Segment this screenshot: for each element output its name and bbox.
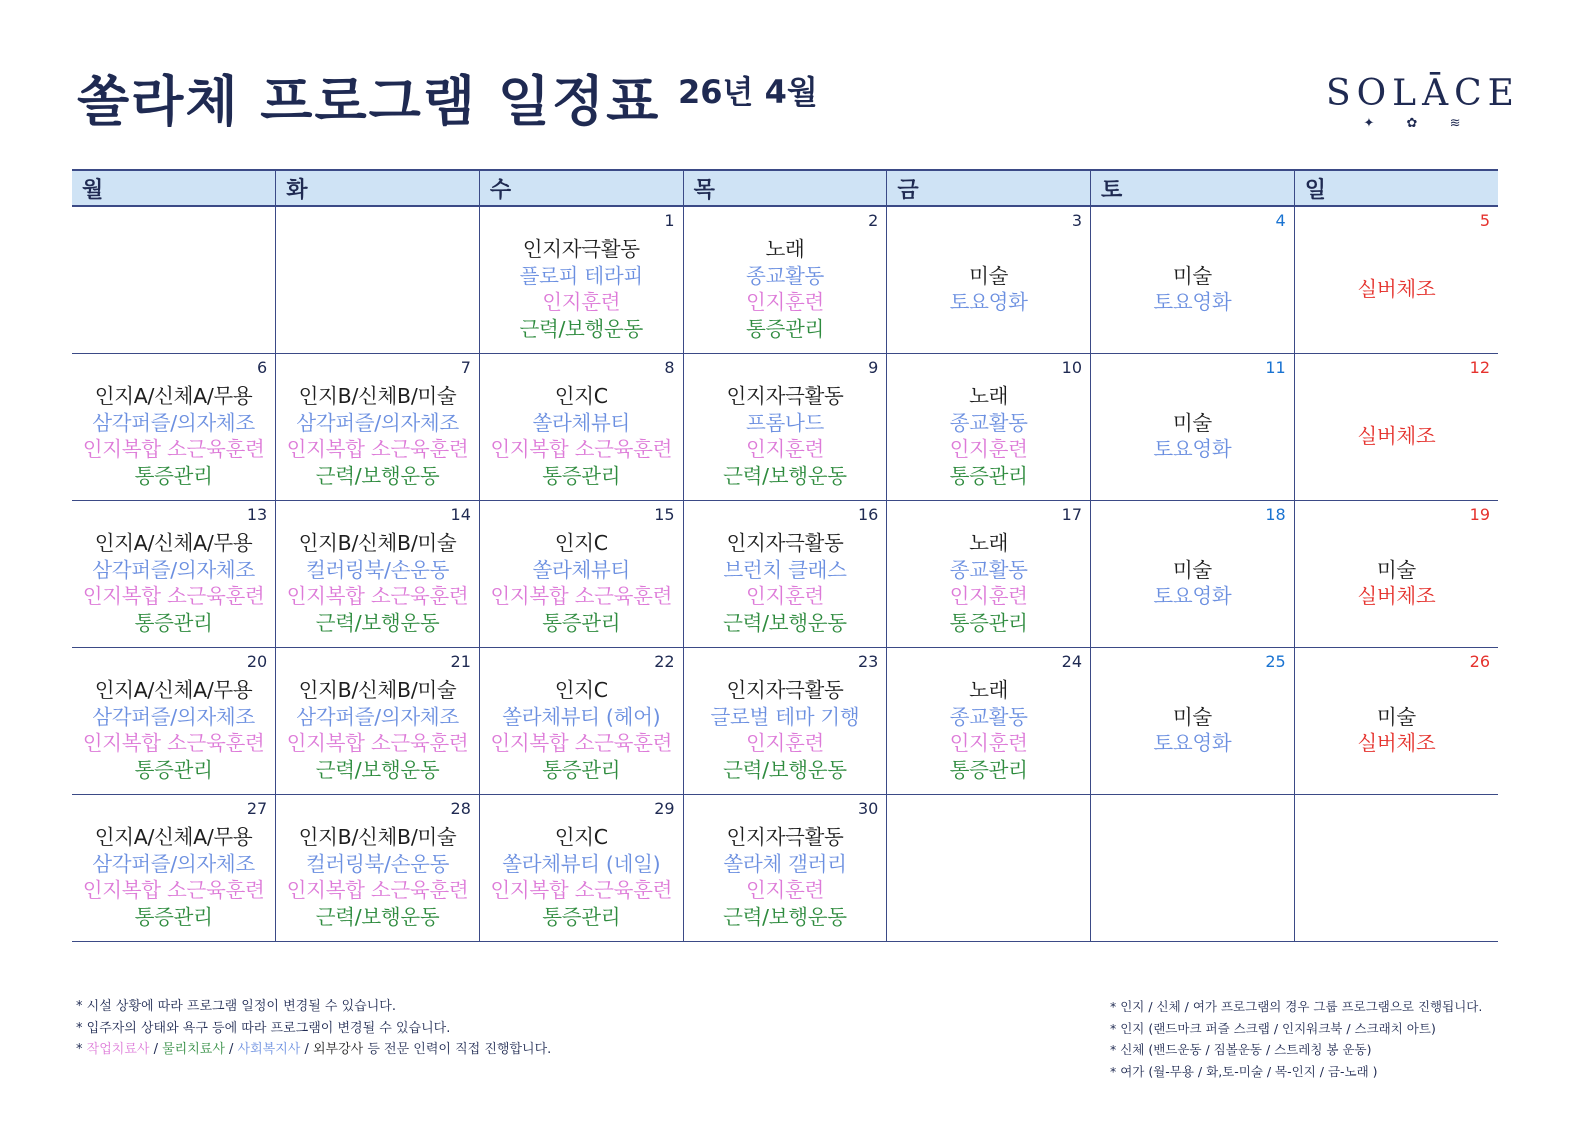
- calendar-body: [72, 206, 1498, 942]
- program-item: 통증관리: [134, 757, 213, 782]
- program-item: 미술: [1376, 704, 1416, 729]
- program-item: 인지복합 소근육훈련: [286, 584, 469, 608]
- program-item: 인지A/신체A/무용: [94, 825, 253, 849]
- program-item: 인지복합 소근육훈련: [490, 584, 673, 608]
- note-line: * 인지 / 신체 / 여가 프로그램의 경우 그룹 프로그램으로 진행됩니다.: [1110, 999, 1483, 1014]
- day-number: 5: [1479, 211, 1490, 230]
- day-cell: [276, 501, 480, 648]
- page-title: 쏠라체 프로그램 일정표: [77, 70, 661, 133]
- program-item: 인지C: [554, 531, 608, 555]
- program-item: 인지훈련: [745, 878, 824, 902]
- program-item: 통증관리: [134, 610, 213, 635]
- program-item: 인지C: [554, 825, 608, 849]
- program-list: [480, 817, 683, 937]
- program-item: 인지복합 소근육훈련: [286, 437, 469, 461]
- weekday-header-wed: 수: [479, 170, 683, 206]
- program-item: 삼각퍼즐/의자체조: [92, 410, 255, 435]
- note-text: /: [149, 1042, 163, 1057]
- program-list: [72, 376, 275, 496]
- program-item: 통증관리: [542, 610, 621, 635]
- weekday-header-fri: 금: [887, 170, 1091, 206]
- program-item: 인지A/신체A/무용: [94, 384, 253, 408]
- day-number: 14: [450, 505, 471, 524]
- program-item: 인지훈련: [745, 437, 824, 461]
- program-item: 근력/보행운동: [315, 463, 440, 488]
- program-item: 토요영화: [949, 290, 1028, 314]
- day-number: 29: [654, 799, 675, 818]
- program-item: 삼각퍼즐/의자체조: [296, 410, 459, 435]
- day-cell: [1294, 354, 1498, 501]
- program-list: [1295, 376, 1498, 496]
- day-cell: [1294, 206, 1498, 354]
- program-item: 삼각퍼즐/의자체조: [92, 851, 255, 876]
- program-item: 토요영화: [1153, 584, 1232, 608]
- program-item: 인지복합 소근육훈련: [490, 731, 673, 755]
- day-number: 8: [664, 358, 675, 377]
- day-cell: [887, 354, 1091, 501]
- program-list: [1295, 670, 1498, 790]
- day-number: 26: [1469, 652, 1490, 671]
- note-text: * 시설 상황에 따라 프로그램 일정이 변경될 수 있습니다.: [76, 999, 396, 1014]
- program-item: 인지복합 소근육훈련: [82, 437, 265, 461]
- program-item: 노래: [969, 384, 1009, 408]
- program-item: 실버체조: [1357, 423, 1436, 448]
- program-item: 근력/보행운동: [723, 463, 847, 488]
- day-cell: [1091, 648, 1295, 795]
- program-item: 미술: [1376, 557, 1416, 582]
- program-item: 인지B/신체B/미술: [298, 825, 457, 849]
- program-item: 인지C: [554, 384, 608, 408]
- program-item: 플로피 테라피: [519, 263, 643, 288]
- program-list: [684, 817, 887, 937]
- program-item: 컬러링북/손운동: [305, 557, 450, 582]
- program-item: 근력/보행운동: [723, 757, 847, 782]
- day-cell: [683, 354, 887, 501]
- program-item: 인지복합 소근육훈련: [82, 731, 265, 755]
- program-list: [1295, 229, 1498, 349]
- day-cell: [479, 795, 683, 942]
- note-text: * 입주자의 상태와 욕구 등에 따라 프로그램이 변경될 수 있습니다.: [76, 1020, 451, 1036]
- program-item: 인지훈련: [949, 437, 1028, 461]
- day-number: 1: [664, 211, 675, 230]
- calendar-table: [72, 169, 1498, 942]
- program-item: 토요영화: [1153, 437, 1232, 461]
- program-list: [72, 670, 275, 790]
- program-item: 미술: [969, 263, 1009, 288]
- note-line: * 인지 (랜드마크 퍼즐 스크랩 / 인지워크북 / 스크래치 아트): [1110, 1020, 1436, 1036]
- program-list: [480, 376, 683, 496]
- program-item: 인지A/신체A/무용: [94, 678, 253, 702]
- program-item: 프롬나드: [745, 410, 824, 435]
- program-item: 인지자극활동: [726, 384, 844, 408]
- day-cell: [72, 206, 276, 354]
- program-list: [1091, 670, 1294, 790]
- program-list: [887, 670, 1090, 790]
- day-number: 17: [1061, 505, 1083, 524]
- program-list: [684, 670, 887, 790]
- day-cell: [72, 501, 276, 648]
- day-number: 10: [1061, 358, 1083, 377]
- note-text: /: [224, 1042, 238, 1057]
- day-number: 15: [654, 505, 675, 524]
- brand-logo: [1326, 72, 1520, 131]
- program-item: 근력/보행운동: [723, 610, 847, 635]
- program-item: 실버체조: [1357, 584, 1436, 608]
- program-item: 인지복합 소근육훈련: [82, 878, 265, 902]
- day-number: 3: [1071, 211, 1083, 230]
- note-text: *: [76, 1042, 87, 1057]
- day-cell: [479, 648, 683, 795]
- day-cell: [1091, 354, 1295, 501]
- program-list: [276, 376, 479, 496]
- weekday-header-tue: 화: [276, 170, 480, 206]
- program-item: 토요영화: [1153, 731, 1232, 755]
- program-item: 인지복합 소근육훈련: [82, 584, 265, 608]
- day-cell: [276, 795, 480, 942]
- day-number: 25: [1265, 652, 1286, 671]
- program-item: 실버체조: [1357, 731, 1436, 755]
- day-number: 27: [246, 799, 268, 818]
- program-item: 노래: [765, 237, 805, 261]
- program-item: 미술: [1172, 557, 1212, 582]
- day-cell: [479, 206, 683, 354]
- program-item: 종교활동: [949, 410, 1028, 435]
- day-cell: [479, 501, 683, 648]
- program-item: 글로벌 테마 기행: [710, 704, 860, 729]
- program-list: [72, 229, 275, 349]
- day-number: 6: [257, 358, 268, 377]
- program-list: [1091, 229, 1294, 349]
- program-item: 근력/보행운동: [315, 904, 440, 929]
- program-item: 통증관리: [542, 757, 621, 782]
- program-item: 인지훈련: [745, 584, 824, 608]
- week-row: [72, 501, 1498, 648]
- day-cell: [887, 206, 1091, 354]
- day-number: 13: [246, 505, 268, 524]
- day-number: 4: [1275, 211, 1286, 230]
- program-list: [276, 523, 479, 643]
- week-row: [72, 354, 1498, 501]
- program-item: 인지B/신체B/미술: [298, 531, 457, 555]
- day-number: 9: [868, 358, 879, 377]
- program-item: 토요영화: [1153, 290, 1232, 314]
- note-text: 등 전문 인력이 직접 진행합니다.: [363, 1042, 552, 1057]
- program-item: 미술: [1172, 704, 1212, 729]
- day-cell: [887, 795, 1091, 942]
- program-item: 통증관리: [949, 463, 1028, 488]
- weekday-header-sat: 토: [1091, 170, 1295, 206]
- day-number: 19: [1469, 505, 1490, 524]
- program-item: 인지자극활동: [726, 531, 844, 555]
- program-item: 쏠라체뷰티: [532, 557, 631, 582]
- program-item: 근력/보행운동: [315, 757, 440, 782]
- program-list: [1295, 817, 1498, 937]
- note-text: 사회복지사: [237, 1042, 301, 1057]
- day-cell: [276, 206, 480, 354]
- day-cell: [1294, 501, 1498, 648]
- note-text: 작업치료사: [86, 1042, 150, 1057]
- program-item: 인지B/신체B/미술: [298, 384, 457, 408]
- program-item: 인지C: [554, 678, 608, 702]
- program-item: 삼각퍼즐/의자체조: [92, 557, 255, 582]
- program-item: 인지복합 소근육훈련: [286, 878, 469, 902]
- program-item: 쏠라체뷰티: [532, 410, 631, 435]
- program-item: 브런치 클래스: [723, 557, 847, 582]
- program-item: 통증관리: [542, 904, 621, 929]
- program-item: 인지A/신체A/무용: [94, 531, 253, 555]
- program-list: [887, 229, 1090, 349]
- day-cell: [276, 648, 480, 795]
- program-item: 통증관리: [134, 904, 213, 929]
- note-line: [76, 1018, 551, 1040]
- program-item: 통증관리: [542, 463, 621, 488]
- day-number: 23: [857, 652, 879, 671]
- day-cell: [72, 795, 276, 942]
- program-item: 근력/보행운동: [519, 316, 644, 341]
- program-item: 근력/보행운동: [723, 904, 847, 929]
- day-number: 18: [1265, 505, 1286, 524]
- program-list: [72, 523, 275, 643]
- notes-right: [1110, 996, 1482, 1082]
- program-item: 통증관리: [949, 610, 1028, 635]
- week-row: [72, 206, 1498, 354]
- day-cell: [72, 354, 276, 501]
- note-line: * 신체 (밴드운동 / 짐볼운동 / 스트레칭 봉 운동): [1110, 1042, 1372, 1057]
- day-number: 20: [246, 652, 268, 671]
- program-list: [1091, 523, 1294, 643]
- program-item: 인지훈련: [949, 584, 1028, 608]
- weekday-header-row: [72, 170, 1498, 206]
- program-item: 인지훈련: [745, 290, 824, 314]
- program-item: 쏠라체뷰티 (헤어): [502, 704, 661, 729]
- day-number: 22: [654, 652, 675, 671]
- program-list: [684, 523, 887, 643]
- program-item: 미술: [1172, 410, 1212, 435]
- program-list: [480, 523, 683, 643]
- day-number: 21: [450, 652, 471, 671]
- day-cell: [1091, 501, 1295, 648]
- program-list: [72, 817, 275, 937]
- program-item: 인지복합 소근육훈련: [490, 437, 673, 461]
- program-item: 실버체조: [1357, 276, 1436, 301]
- day-number: 11: [1265, 358, 1286, 377]
- program-item: 인지훈련: [949, 731, 1028, 755]
- day-number: 2: [868, 211, 879, 230]
- program-item: 인지자극활동: [522, 237, 640, 261]
- program-list: [887, 523, 1090, 643]
- program-item: 쏠라체뷰티 (네일): [502, 851, 661, 876]
- day-cell: [683, 795, 887, 942]
- program-list: [276, 229, 479, 349]
- day-cell: [1091, 206, 1295, 354]
- program-item: 통증관리: [134, 463, 213, 488]
- program-list: [276, 670, 479, 790]
- program-list: [1091, 376, 1294, 496]
- program-item: 종교활동: [745, 263, 824, 288]
- day-cell: [887, 501, 1091, 648]
- weekday-header-mon: 월: [72, 170, 276, 206]
- program-item: 인지B/신체B/미술: [298, 678, 457, 702]
- day-cell: [887, 648, 1091, 795]
- day-cell: [479, 354, 683, 501]
- program-list: [684, 229, 887, 349]
- weekday-header-thu: 목: [683, 170, 887, 206]
- week-row: [72, 795, 1498, 942]
- day-cell: [683, 501, 887, 648]
- program-item: 인지훈련: [745, 731, 824, 755]
- program-list: [1295, 523, 1498, 643]
- program-item: 통증관리: [745, 316, 824, 341]
- weekday-header-sun: 일: [1294, 170, 1498, 206]
- program-item: 종교활동: [949, 704, 1028, 729]
- page-subtitle: 26년 4월: [678, 73, 818, 111]
- week-row: [72, 648, 1498, 795]
- program-item: 인지훈련: [542, 290, 621, 314]
- program-item: 쏠라체 갤러리: [723, 851, 847, 876]
- note-line: [76, 996, 551, 1018]
- program-item: 통증관리: [949, 757, 1028, 782]
- day-cell: [72, 648, 276, 795]
- program-item: 근력/보행운동: [315, 610, 440, 635]
- program-item: 인지복합 소근육훈련: [286, 731, 469, 755]
- note-line: * 여가 (월-무용 / 화,토-미술 / 목-인지 / 금-노래 ): [1110, 1063, 1378, 1079]
- day-cell: [683, 648, 887, 795]
- program-item: 인지자극활동: [726, 678, 844, 702]
- program-item: 노래: [969, 678, 1009, 702]
- day-cell: [1294, 795, 1498, 942]
- day-cell: [683, 206, 887, 354]
- note-text: 외부강사: [313, 1042, 364, 1057]
- note-text: /: [300, 1042, 313, 1057]
- day-number: 12: [1469, 358, 1490, 377]
- note-text: 물리치료사: [162, 1042, 225, 1057]
- day-number: 30: [857, 799, 879, 818]
- logo-wordmark: SOLĀCE: [1326, 73, 1520, 114]
- program-item: 종교활동: [949, 557, 1028, 582]
- day-cell: [1294, 648, 1498, 795]
- program-item: 노래: [969, 531, 1009, 555]
- day-cell: [276, 354, 480, 501]
- program-list: [480, 229, 683, 349]
- day-number: 24: [1061, 652, 1083, 671]
- note-line: [76, 1039, 551, 1061]
- program-item: 삼각퍼즐/의자체조: [296, 704, 459, 729]
- program-list: [887, 817, 1090, 937]
- program-list: [276, 817, 479, 937]
- day-number: 7: [460, 358, 471, 377]
- notes-left: [76, 996, 551, 1061]
- program-item: 컬러링북/손운동: [305, 851, 450, 876]
- program-item: 인지복합 소근육훈련: [490, 878, 673, 902]
- day-number: 16: [857, 505, 879, 524]
- logo-symbols-icon: ✦ ✿ ≋: [1363, 116, 1475, 131]
- program-list: [887, 376, 1090, 496]
- program-item: 삼각퍼즐/의자체조: [92, 704, 255, 729]
- program-list: [480, 670, 683, 790]
- program-list: [684, 376, 887, 496]
- day-cell: [1091, 795, 1295, 942]
- day-number: 28: [450, 799, 471, 818]
- program-item: 미술: [1172, 263, 1212, 288]
- program-list: [1091, 817, 1294, 937]
- program-item: 인지자극활동: [726, 825, 844, 849]
